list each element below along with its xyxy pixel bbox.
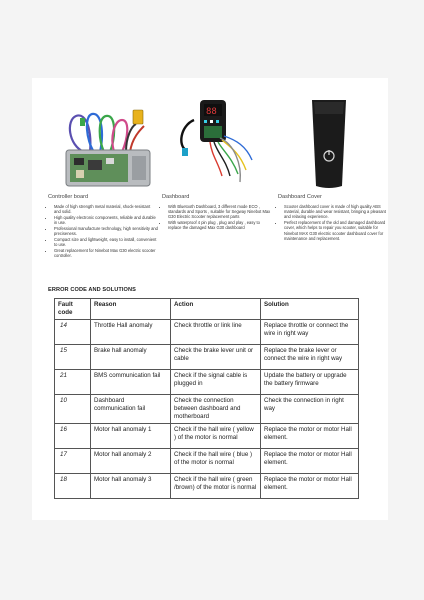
- bullet: • Made of high strength metal material, shock-resistant and solid.: [54, 204, 158, 214]
- error-code-table: [54, 298, 359, 499]
- table-header-row: [55, 299, 359, 320]
- bullet: • High quality electronic components, reliable and durable in use.: [54, 215, 158, 225]
- action: Check the connection between dashboard and motherboard: [171, 395, 261, 424]
- fault-code: 10: [55, 395, 91, 424]
- product-sheet: [32, 78, 388, 520]
- solution: Replace the motor or motor Hall element.: [261, 474, 359, 499]
- bullet: • Perfect replacement of the old and damaged dashboard cover, which helps to repair you scooter, suitable for Ninebot MAX G30 electric scooter dashboard cover for maintenance and replacement.: [284, 220, 388, 241]
- products-section: [32, 78, 388, 278]
- controller-board-image: [46, 90, 156, 190]
- product-bullets: [160, 204, 272, 231]
- solution: Replace throttle or connect the wire in right way: [261, 320, 359, 345]
- table-row: [55, 370, 359, 395]
- solution: Replace the motor or motor Hall element.: [261, 449, 359, 474]
- action: Check throttle or link line: [171, 320, 261, 345]
- solution: Replace the motor or motor Hall element.: [261, 424, 359, 449]
- table-row: [55, 345, 359, 370]
- fault-code: 21: [55, 370, 91, 395]
- product-bullets: [46, 204, 158, 259]
- table-row: [55, 449, 359, 474]
- bullet: • Scooter dashboard cover is made of high quality ABS material, durable and wear resistant, bringing a pleasant and relaxing experience.: [284, 204, 388, 220]
- solution: Update the battery or upgrade the battery firmware: [261, 370, 359, 395]
- action: Check if the hall wire ( yellow ) of the motor is normal: [171, 424, 261, 449]
- reason: Motor hall anomaly 3: [91, 474, 171, 499]
- bullet: • Compact size and lightweight, easy to install, convenient to use.: [54, 237, 158, 247]
- bullet: • Professional manufacture technology, high sensitivity and preciseness.: [54, 226, 158, 236]
- svg-text:88: 88: [206, 107, 217, 117]
- action: Check if the hall wire ( green /brown) of the motor is normal: [171, 474, 261, 499]
- fault-code: 17: [55, 449, 91, 474]
- product-title: Controller board: [48, 194, 89, 200]
- header-fault-code: Fault code: [55, 299, 91, 320]
- product-title: Dashboard Cover: [278, 194, 322, 200]
- reason: Throttle Hall anomaly: [91, 320, 171, 345]
- table-row: [55, 320, 359, 345]
- fault-code: 16: [55, 424, 91, 449]
- table-row: [55, 474, 359, 499]
- table-row: [55, 424, 359, 449]
- product-title: Dashboard: [162, 194, 190, 200]
- error-section-title: ERROR CODE AND SOLUTIONS: [48, 287, 136, 293]
- bullet: • Great replacement for Ninebot Max G30 electric scooter controller.: [54, 248, 158, 258]
- bullet: • With waterproof 4 pin plug , plug and play , easy to replace the damaged Max G30 dashboard: [168, 220, 272, 230]
- solution: Check the connection in right way: [261, 395, 359, 424]
- action: Check the brake lever unit or cable: [171, 345, 261, 370]
- fault-code: 15: [55, 345, 91, 370]
- solution: Replace the brake lever or connect the wire in right way: [261, 345, 359, 370]
- dashboard-image: [160, 90, 270, 190]
- reason: Motor hall anomaly 2: [91, 449, 171, 474]
- header-solution: Solution: [261, 299, 359, 320]
- reason: Brake hall anomaly: [91, 345, 171, 370]
- bullet: • With Bluetooth Dashboard, 3 different mode ECO , standards and Sports , suitable for Segway Ninebot Max G30 Electric Scooter replacement parts: [168, 204, 272, 220]
- table-row: [55, 395, 359, 424]
- dashboard-cover-image: [276, 90, 386, 190]
- header-action: Action: [171, 299, 261, 320]
- fault-code: 18: [55, 474, 91, 499]
- reason: Dashboard communication fail: [91, 395, 171, 424]
- reason: BMS communication fail: [91, 370, 171, 395]
- product-bullets: [276, 204, 388, 242]
- reason: Motor hall anomaly 1: [91, 424, 171, 449]
- action: Check if the hall wire ( blue ) of the motor is normal: [171, 449, 261, 474]
- fault-code: 14: [55, 320, 91, 345]
- action: Check if the signal cable is plugged in: [171, 370, 261, 395]
- header-reason: Reason: [91, 299, 171, 320]
